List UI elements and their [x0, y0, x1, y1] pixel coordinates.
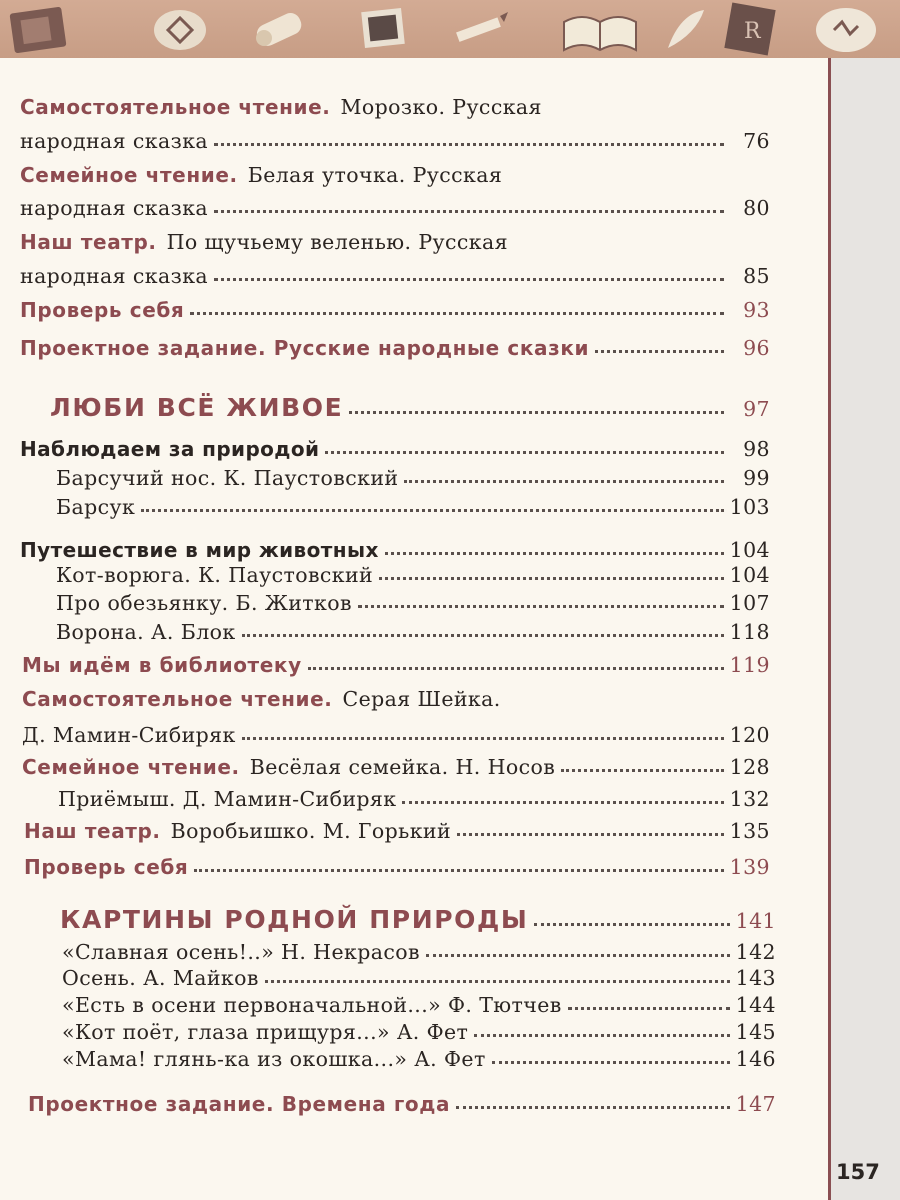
entry-title: Серая Шейка. — [342, 687, 501, 711]
page-ref: 93 — [743, 298, 770, 322]
leader-dots — [595, 350, 724, 353]
entry-title: Осень. А. Майков — [62, 966, 259, 990]
leader-dots — [214, 210, 724, 213]
page-ref: 128 — [729, 755, 770, 779]
leader-dots — [265, 980, 730, 983]
page-ref: 104 — [729, 563, 770, 587]
page-ref: 107 — [729, 591, 770, 615]
chapter-heading — [60, 905, 776, 934]
toc-entry — [58, 787, 770, 811]
toc-entry — [56, 563, 770, 587]
leader-dots — [358, 605, 724, 608]
leader-dots — [214, 278, 724, 281]
section-label: Проверь себя — [20, 298, 185, 322]
section-label: Путешествие в мир животных — [20, 538, 379, 562]
entry-title: Морозко. Русская — [340, 95, 542, 119]
toc-entry — [20, 437, 770, 461]
page-ref: 147 — [735, 1092, 776, 1116]
leader-dots — [404, 480, 724, 483]
leader-dots — [349, 411, 724, 414]
toc-entry — [56, 495, 770, 519]
page-ref: 145 — [735, 1020, 776, 1044]
page-ref: 96 — [743, 336, 770, 360]
page-number: 157 — [836, 1160, 880, 1184]
page-ref: 135 — [729, 819, 770, 843]
section-label: Мы идём в библиотеку — [22, 653, 302, 677]
toc-entry — [62, 1020, 776, 1044]
section-label: Наш театр. — [20, 230, 157, 254]
entry-title: «Славная осень!..» Н. Некрасов — [62, 940, 420, 964]
toc-entry — [20, 336, 770, 360]
leader-dots — [561, 769, 723, 772]
leader-dots — [325, 451, 724, 454]
toc-entry — [20, 264, 770, 288]
feather-icon — [660, 4, 710, 54]
toc-entry — [20, 95, 542, 119]
leader-dots — [534, 923, 729, 926]
entry-title: народная сказка — [20, 196, 209, 220]
leader-dots — [456, 1106, 730, 1109]
page-ref: 141 — [735, 909, 776, 933]
leader-dots — [190, 312, 724, 315]
section-label: Наблюдаем за природой — [20, 437, 320, 461]
leader-dots — [385, 552, 724, 555]
leader-dots — [568, 1007, 730, 1010]
photos-icon — [355, 4, 415, 54]
leader-dots — [426, 954, 730, 957]
page-ref: 146 — [735, 1047, 776, 1071]
toc-entry — [20, 298, 770, 322]
entry-title: «Мама! глянь-ка из окошка...» А. Фет — [62, 1047, 486, 1071]
chapter-title: ЛЮБИ ВСЁ ЖИВОЕ — [50, 393, 344, 422]
scroll-icon — [250, 4, 310, 54]
emblem-icon — [150, 6, 210, 54]
toc-entry — [24, 819, 770, 843]
section-label: Проверь себя — [24, 855, 189, 879]
leader-dots — [457, 833, 724, 836]
toc-entry — [62, 966, 776, 990]
open-book-icon — [560, 2, 640, 56]
toc-entry — [24, 855, 770, 879]
page-ref: 98 — [743, 437, 770, 461]
entry-title: Про обезьянку. Б. Житков — [56, 591, 352, 615]
entry-title: «Есть в осени первоначальной...» Ф. Тютчев — [62, 993, 562, 1017]
entry-title: Приёмыш. Д. Мамин-Сибиряк — [58, 787, 397, 811]
entry-title: народная сказка — [20, 264, 209, 288]
page-ref: 85 — [743, 264, 770, 288]
leader-dots — [492, 1061, 730, 1064]
section-label: Семейное чтение. — [22, 755, 240, 779]
book-icon — [8, 6, 72, 54]
toc-entry — [28, 1092, 776, 1116]
entry-title: Воробьишко. М. Горький — [170, 819, 452, 843]
page-ref: 142 — [735, 940, 776, 964]
pencil-icon — [450, 6, 510, 50]
page-ref: 132 — [729, 787, 770, 811]
toc-entry — [62, 1047, 776, 1071]
badge-icon — [810, 4, 880, 54]
entry-title: народная сказка — [20, 129, 209, 153]
page-ref: 120 — [729, 723, 770, 747]
page-ref: 104 — [729, 538, 770, 562]
section-label: Самостоятельное чтение. — [22, 687, 333, 711]
toc-entry — [62, 993, 776, 1017]
page-ref: 76 — [743, 129, 770, 153]
page-ref: 97 — [743, 397, 770, 421]
toc-entry — [22, 755, 770, 779]
toc-entry — [22, 687, 501, 711]
section-label: Проектное задание. Русские народные сказки — [20, 336, 590, 360]
entry-title: Кот-ворюга. К. Паустовский — [56, 563, 374, 587]
toc-entry — [56, 466, 770, 490]
section-label: Проектное задание. Времена года — [28, 1092, 451, 1116]
leader-dots — [242, 634, 724, 637]
leader-dots — [242, 737, 724, 740]
leader-dots — [379, 577, 724, 580]
page-ref: 99 — [743, 466, 770, 490]
leader-dots — [141, 509, 723, 512]
letter-icon — [720, 2, 780, 56]
page-ref: 143 — [735, 966, 776, 990]
toc-entry — [20, 230, 508, 254]
page-ref: 80 — [743, 196, 770, 220]
toc-entry — [56, 620, 770, 644]
right-margin-column — [828, 58, 900, 1200]
section-label: Самостоятельное чтение. — [20, 95, 331, 119]
page-ref: 103 — [729, 495, 770, 519]
entry-title: Барсук — [56, 495, 136, 519]
leader-dots — [474, 1034, 729, 1037]
entry-title: Белая уточка. Русская — [247, 163, 503, 187]
toc-entry — [56, 591, 770, 615]
leader-dots — [308, 667, 724, 670]
page-ref: 118 — [729, 620, 770, 644]
entry-title: Весёлая семейка. Н. Носов — [249, 755, 556, 779]
chapter-title: КАРТИНЫ РОДНОЙ ПРИРОДЫ — [60, 905, 529, 934]
toc-entry — [20, 129, 770, 153]
chapter-heading — [50, 393, 770, 422]
toc-entry — [22, 653, 770, 677]
toc-entry — [20, 538, 770, 562]
leader-dots — [194, 869, 723, 872]
section-label: Наш театр. — [24, 819, 161, 843]
entry-title: Д. Мамин-Сибиряк — [22, 723, 236, 747]
entry-title: По щучьему веленью. Русская — [166, 230, 508, 254]
toc-entry — [62, 940, 776, 964]
svg-text:R: R — [744, 19, 761, 44]
entry-title: Барсучий нос. К. Паустовский — [56, 466, 399, 490]
leader-dots — [402, 801, 723, 804]
entry-title: Ворона. А. Блок — [56, 620, 236, 644]
leader-dots — [214, 143, 724, 146]
decorative-banner — [0, 0, 900, 58]
entry-title: «Кот поёт, глаза прищуря...» А. Фет — [62, 1020, 469, 1044]
toc-entry — [22, 723, 770, 747]
toc-entry — [20, 196, 770, 220]
page-ref: 139 — [729, 855, 770, 879]
toc-entry — [20, 163, 502, 187]
section-label: Семейное чтение. — [20, 163, 238, 187]
page-ref: 144 — [735, 993, 776, 1017]
page-ref: 119 — [729, 653, 770, 677]
